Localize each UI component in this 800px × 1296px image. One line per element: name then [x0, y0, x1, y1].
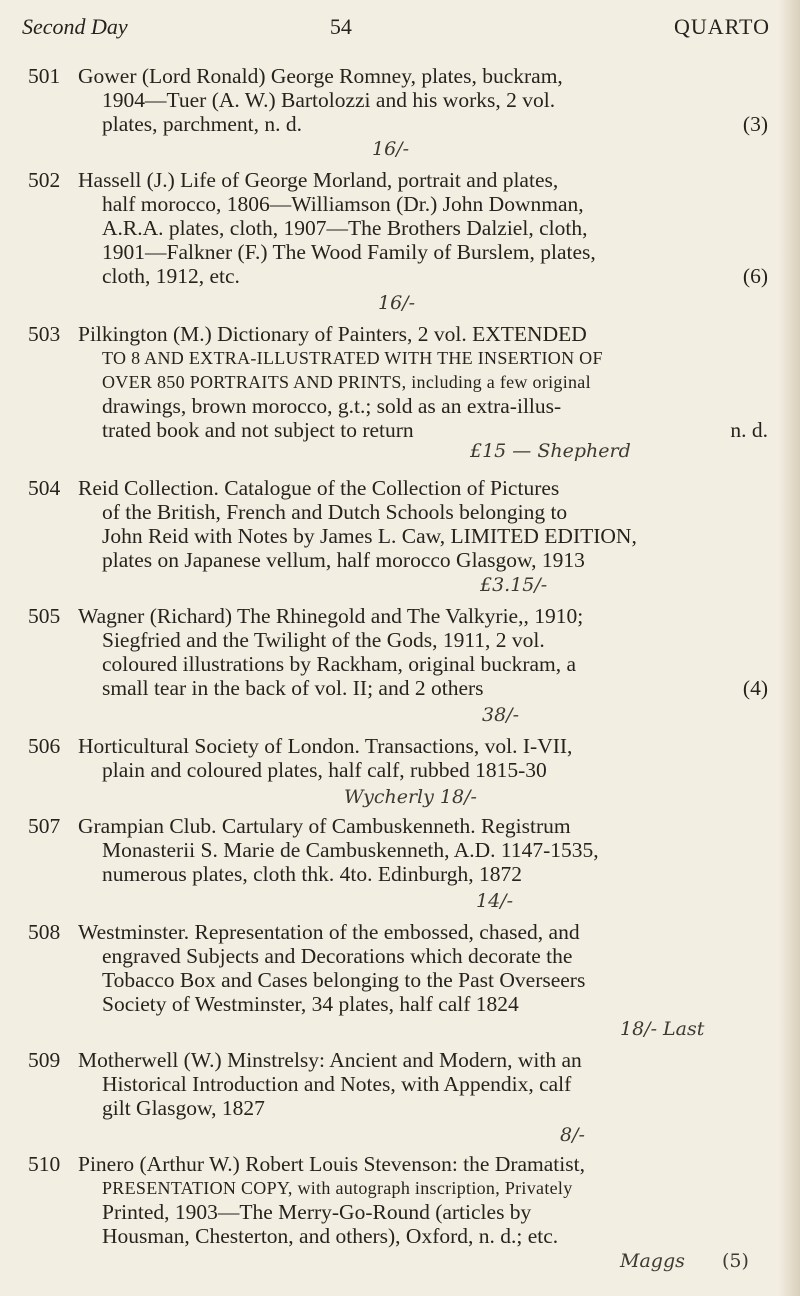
header-format: QUARTO	[674, 14, 770, 39]
lot-entry	[28, 920, 768, 1016]
price-annotation: £3.15/-	[480, 574, 548, 596]
lot-line: coloured illustrations by Rackham, original buckram, a	[102, 652, 577, 676]
lot-line: Printed, 1903—The Merry-Go-Round (articles by	[102, 1200, 532, 1224]
lot-line: Motherwell (W.) Minstrelsy: Ancient and Modern, with an	[78, 1048, 582, 1072]
lot-line: Gower (Lord Ronald) George Romney, plates, buckram,	[78, 64, 563, 88]
lot-line: John Reid with Notes by James L. Caw, LIMITED EDITION,	[102, 524, 637, 548]
lot-line: Historical Introduction and Notes, with Appendix, calf	[102, 1072, 572, 1096]
lot-line: Hassell (J.) Life of George Morland, portrait and plates,	[78, 168, 559, 192]
price-annotation: 16/-	[372, 138, 409, 160]
lot-entry	[28, 168, 768, 288]
lot-line: gilt Glasgow, 1827	[102, 1096, 265, 1120]
lot-line: plates on Japanese vellum, half morocco Glasgow, 1913	[102, 548, 585, 572]
lot-count: (4)	[742, 676, 768, 700]
lot-description	[78, 1048, 768, 1120]
lot-line-last	[78, 112, 768, 136]
lot-entry	[28, 734, 768, 782]
lot-entry	[28, 64, 768, 136]
lot-line: numerous plates, cloth thk. 4to. Edinburgh, 1872	[102, 862, 523, 886]
page-edge-shadow	[778, 0, 800, 1296]
page-number: 54	[329, 14, 352, 39]
lot-entry	[28, 476, 768, 572]
lot-line-last	[78, 264, 768, 288]
lot-line: Westminster. Representation of the embossed, chased, and	[78, 920, 580, 944]
lot-number: 510	[28, 1152, 61, 1176]
lot-line: TO 8 AND EXTRA-ILLUSTRATED WITH THE INSERTION OF	[102, 348, 603, 368]
lot-line: cloth, 1912, etc.	[102, 264, 240, 288]
lot-number: 504	[28, 476, 61, 500]
lot-description	[78, 322, 768, 442]
lot-number: 501	[28, 64, 61, 88]
lot-line: trated book and not subject to return	[102, 418, 414, 442]
lot-line: engraved Subjects and Decorations which decorate the	[102, 944, 573, 968]
lot-line: PRESENTATION COPY, with autograph inscription, Privately	[102, 1178, 573, 1198]
lot-line: half morocco, 1806—Williamson (Dr.) John Downman,	[102, 192, 584, 216]
lot-line: Siegfried and the Twilight of the Gods, 1911, 2 vol.	[102, 628, 545, 652]
lot-line: Horticultural Society of London. Transactions, vol. I-VII,	[78, 734, 573, 758]
price-annotation: 16/-	[378, 292, 415, 314]
lot-line-last	[78, 418, 768, 442]
lot-line: drawings, brown morocco, g.t.; sold as an extra-illus-	[102, 394, 562, 418]
lot-line: of the British, French and Dutch Schools belonging to	[102, 500, 568, 524]
lot-description	[78, 814, 768, 886]
lot-description	[78, 920, 768, 1016]
lot-description	[78, 734, 768, 782]
price-annotation: 8/-	[560, 1124, 585, 1146]
price-annotation: 38/-	[482, 704, 519, 726]
header-day: Second Day	[22, 14, 128, 39]
lot-number: 502	[28, 168, 61, 192]
price-annotation: £15 — Shepherd	[470, 440, 631, 462]
lot-line: Housman, Chesterton, and others), Oxford, n. d.; etc.	[102, 1224, 559, 1248]
lot-line: OVER 850 PORTRAITS AND PRINTS, including a few original	[102, 372, 591, 392]
lot-number: 507	[28, 814, 61, 838]
lot-number: 509	[28, 1048, 61, 1072]
lot-number: 508	[28, 920, 61, 944]
lot-line: Society of Westminster, 34 plates, half calf 1824	[102, 992, 519, 1016]
lot-entry	[28, 1152, 768, 1248]
lot-line: plain and coloured plates, half calf, rubbed 1815-30	[102, 758, 547, 782]
lot-line: Monasterii S. Marie de Cambuskenneth, A.D. 1147-1535,	[102, 838, 599, 862]
lot-line-last	[78, 676, 768, 700]
lot-number: 505	[28, 604, 61, 628]
lot-line: Tobacco Box and Cases belonging to the Past Overseers	[102, 968, 586, 992]
lot-line: Wagner (Richard) The Rhinegold and The Valkyrie,, 1910;	[78, 604, 584, 628]
price-annotation: Maggs	[620, 1250, 685, 1272]
lot-line: Pilkington (M.) Dictionary of Painters, 2 vol. EXTENDED	[78, 322, 587, 346]
price-annotation: 14/-	[476, 890, 513, 912]
lot-entry	[28, 604, 768, 700]
lot-line: Reid Collection. Catalogue of the Collection of Pictures	[78, 476, 560, 500]
lot-number: 503	[28, 322, 61, 346]
lot-count: (6)	[742, 264, 768, 288]
lot-line: 1901—Falkner (F.) The Wood Family of Burslem, plates,	[102, 240, 596, 264]
page-header	[22, 14, 770, 40]
lot-description	[78, 1152, 768, 1248]
lot-count: (3)	[742, 112, 768, 136]
price-annotation: Wycherly 18/-	[344, 786, 477, 808]
lot-count: n. d.	[730, 418, 768, 442]
lot-count: (5)	[722, 1250, 749, 1272]
lot-line: Pinero (Arthur W.) Robert Louis Stevenson: the Dramatist,	[78, 1152, 585, 1176]
lot-line: Grampian Club. Cartulary of Cambuskenneth. Registrum	[78, 814, 571, 838]
lot-entry	[28, 322, 768, 442]
lot-line: 1904—Tuer (A. W.) Bartolozzi and his works, 2 vol.	[102, 88, 556, 112]
lot-entry	[28, 814, 768, 886]
lot-description	[78, 168, 768, 288]
lot-line: plates, parchment, n. d.	[102, 112, 303, 136]
lot-number: 506	[28, 734, 61, 758]
lot-description	[78, 604, 768, 700]
lot-line: small tear in the back of vol. II; and 2 others	[102, 676, 484, 700]
lot-entry	[28, 1048, 768, 1120]
price-annotation: 18/- Last	[620, 1018, 705, 1040]
lot-description	[78, 476, 768, 572]
lot-description	[78, 64, 768, 136]
lot-line: A.R.A. plates, cloth, 1907—The Brothers Dalziel, cloth,	[102, 216, 588, 240]
